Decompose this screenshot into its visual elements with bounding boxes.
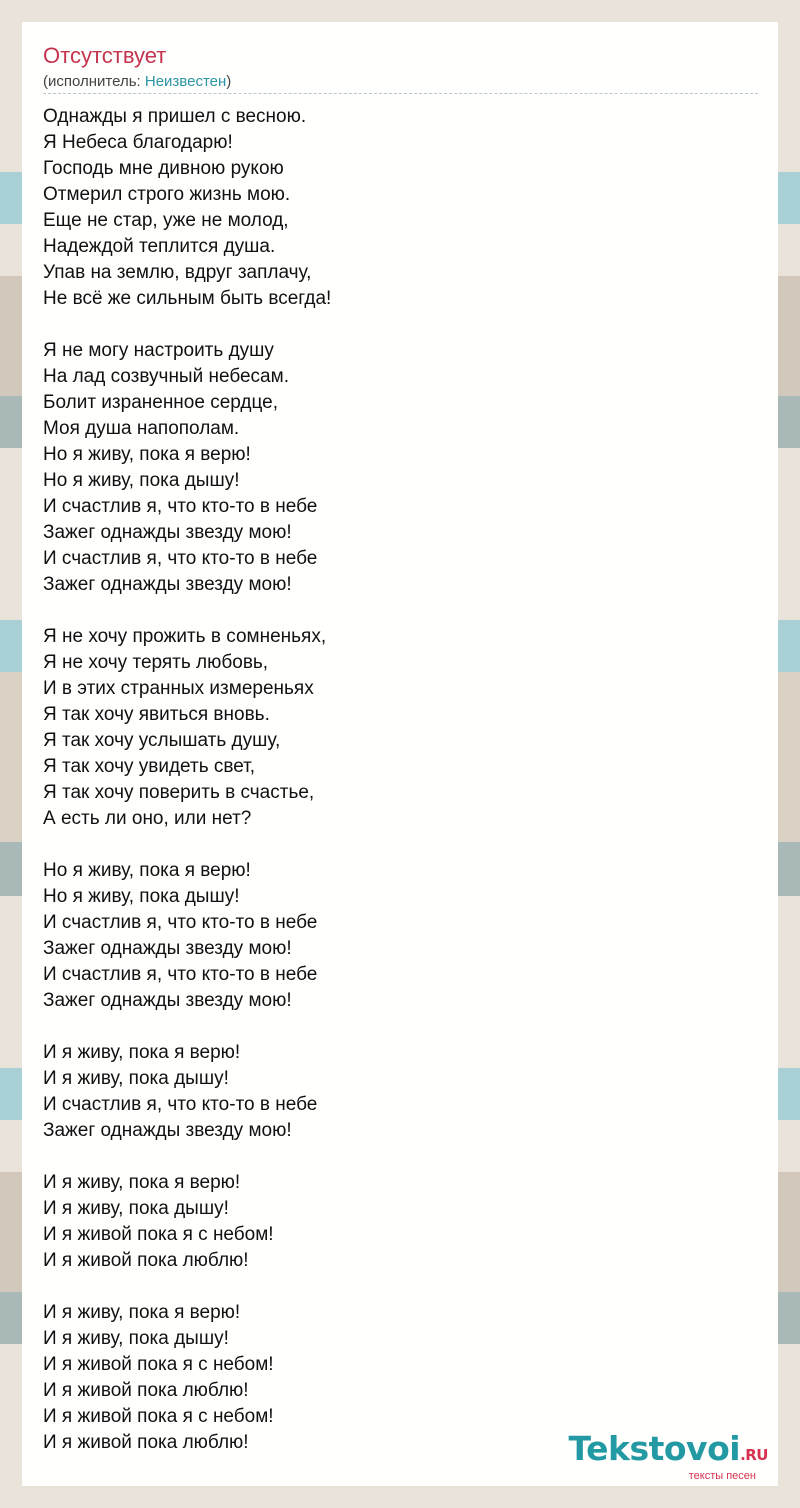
lyric-line: Я так хочу поверить в счастье, [43, 782, 315, 803]
site-logo[interactable] [569, 1431, 768, 1482]
logo-tld: .RU [740, 1446, 768, 1464]
lyric-line: Болит израненное сердце, [43, 392, 279, 413]
lyrics-text [43, 104, 743, 1456]
stanza-break [43, 832, 743, 858]
lyric-line: Я так хочу услышать душу, [43, 730, 281, 751]
lyric-line: И я живу, пока я верю! [43, 1172, 241, 1193]
title-divider [43, 93, 758, 94]
lyric-line: На лад созвучный небесам. [43, 366, 289, 387]
lyric-line: И я живу, пока дышу! [43, 1328, 229, 1349]
lyric-line: Я так хочу явиться вновь. [43, 704, 270, 725]
lyric-line: И я живой пока люблю! [43, 1250, 249, 1271]
lyric-line: И счастлив я, что кто-то в небе [43, 1094, 318, 1115]
stanza-break [43, 1144, 743, 1170]
lyric-line: Но я живу, пока я верю! [43, 444, 251, 465]
lyric-line: Не всё же сильным быть всегда! [43, 288, 332, 309]
lyric-line: И счастлив я, что кто-то в небе [43, 496, 318, 517]
lyric-line: И я живой пока я с небом! [43, 1354, 274, 1375]
lyric-line: Я не могу настроить душу [43, 340, 274, 361]
lyric-line: И счастлив я, что кто-то в небе [43, 964, 318, 985]
lyric-line: И в этих странных измереньях [43, 678, 314, 699]
lyric-line: И я живой пока люблю! [43, 1380, 249, 1401]
lyric-line: И я живу, пока дышу! [43, 1198, 229, 1219]
lyric-line: Еще не стар, уже не молод, [43, 210, 289, 231]
lyric-line: Я не хочу прожить в сомненьях, [43, 626, 327, 647]
lyric-line: Я не хочу терять любовь, [43, 652, 269, 673]
song-title: Отсутствует [43, 43, 167, 68]
lyric-line: Упав на землю, вдруг заплачу, [43, 262, 312, 283]
lyric-line: И я живу, пока я верю! [43, 1302, 241, 1323]
lyric-line: Но я живу, пока дышу! [43, 886, 240, 907]
lyric-line: Надеждой теплится душа. [43, 236, 276, 257]
stanza-break [43, 1014, 743, 1040]
artist-link[interactable]: Неизвестен [144, 73, 227, 90]
lyric-line: Моя душа напополам. [43, 418, 240, 439]
logo-name: Tekstovoi [568, 1429, 741, 1468]
lyric-line: Зажег однажды звезду мою! [43, 574, 292, 595]
artist-line [43, 73, 231, 91]
lyric-line: Господь мне дивною рукою [43, 158, 284, 179]
lyric-line: И счастлив я, что кто-то в небе [43, 912, 318, 933]
lyric-line: Но я живу, пока дышу! [43, 470, 240, 491]
lyric-line: Но я живу, пока я верю! [43, 860, 251, 881]
lyric-line: Я так хочу увидеть свет, [43, 756, 256, 777]
lyric-line: И я живой пока я с небом! [43, 1406, 274, 1427]
lyric-line: И я живой пока я с небом! [43, 1224, 274, 1245]
artist-prefix: (исполнитель: [43, 73, 145, 90]
lyric-line: Отмерил строго жизнь мою. [43, 184, 291, 205]
lyrics-card [22, 22, 778, 1486]
lyric-line: И я живу, пока дышу! [43, 1068, 229, 1089]
lyric-line: И счастлив я, что кто-то в небе [43, 548, 318, 569]
lyric-line: И я живой пока люблю! [43, 1432, 249, 1453]
lyric-line: Зажег однажды звезду мою! [43, 938, 292, 959]
lyric-line: А есть ли оно, или нет? [43, 808, 252, 829]
stanza-break [43, 598, 743, 624]
lyric-line: Однажды я пришел с весною. [43, 106, 307, 127]
stanza-break [43, 312, 743, 338]
lyric-line: Я Небеса благодарю! [43, 132, 233, 153]
lyric-line: Зажег однажды звезду мою! [43, 522, 292, 543]
lyric-line: И я живу, пока я верю! [43, 1042, 241, 1063]
lyric-line: Зажег однажды звезду мою! [43, 1120, 292, 1141]
lyric-line: Зажег однажды звезду мою! [43, 990, 292, 1011]
logo-tagline: тексты песен [688, 1470, 756, 1482]
artist-suffix: ) [226, 73, 232, 90]
stanza-break [43, 1274, 743, 1300]
